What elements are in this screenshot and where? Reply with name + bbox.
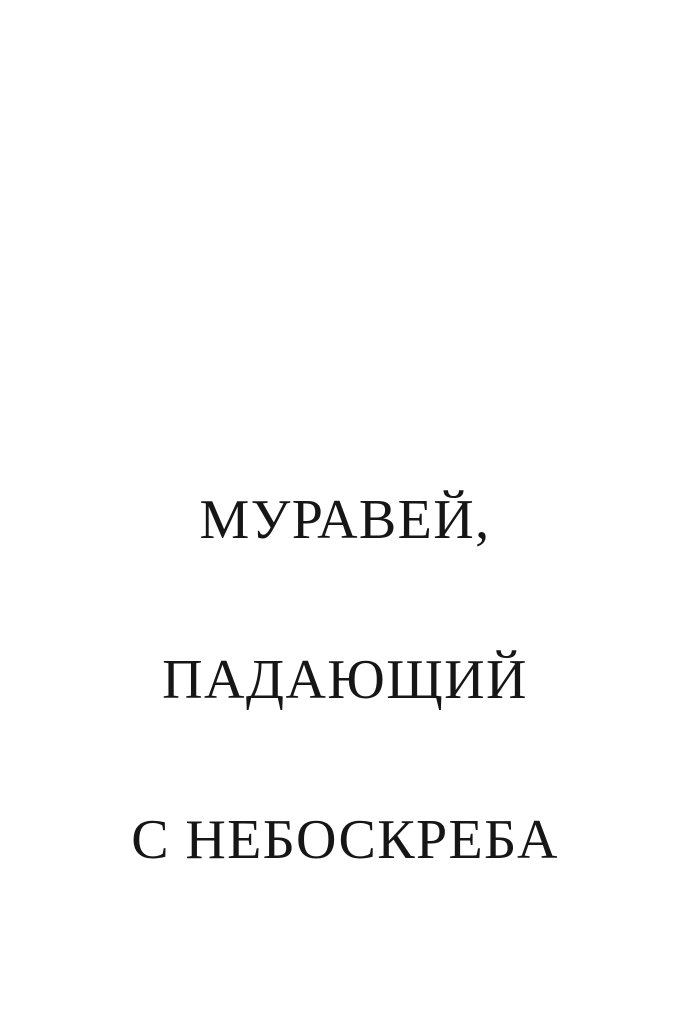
- title-line-1: МУРАВЕЙ,: [199, 489, 491, 551]
- chapter-title: [0, 440, 690, 920]
- title-line-2: ПАДАЮЩИЙ: [162, 649, 528, 711]
- title-line-3: С НЕБОСКРЕБА: [131, 809, 559, 871]
